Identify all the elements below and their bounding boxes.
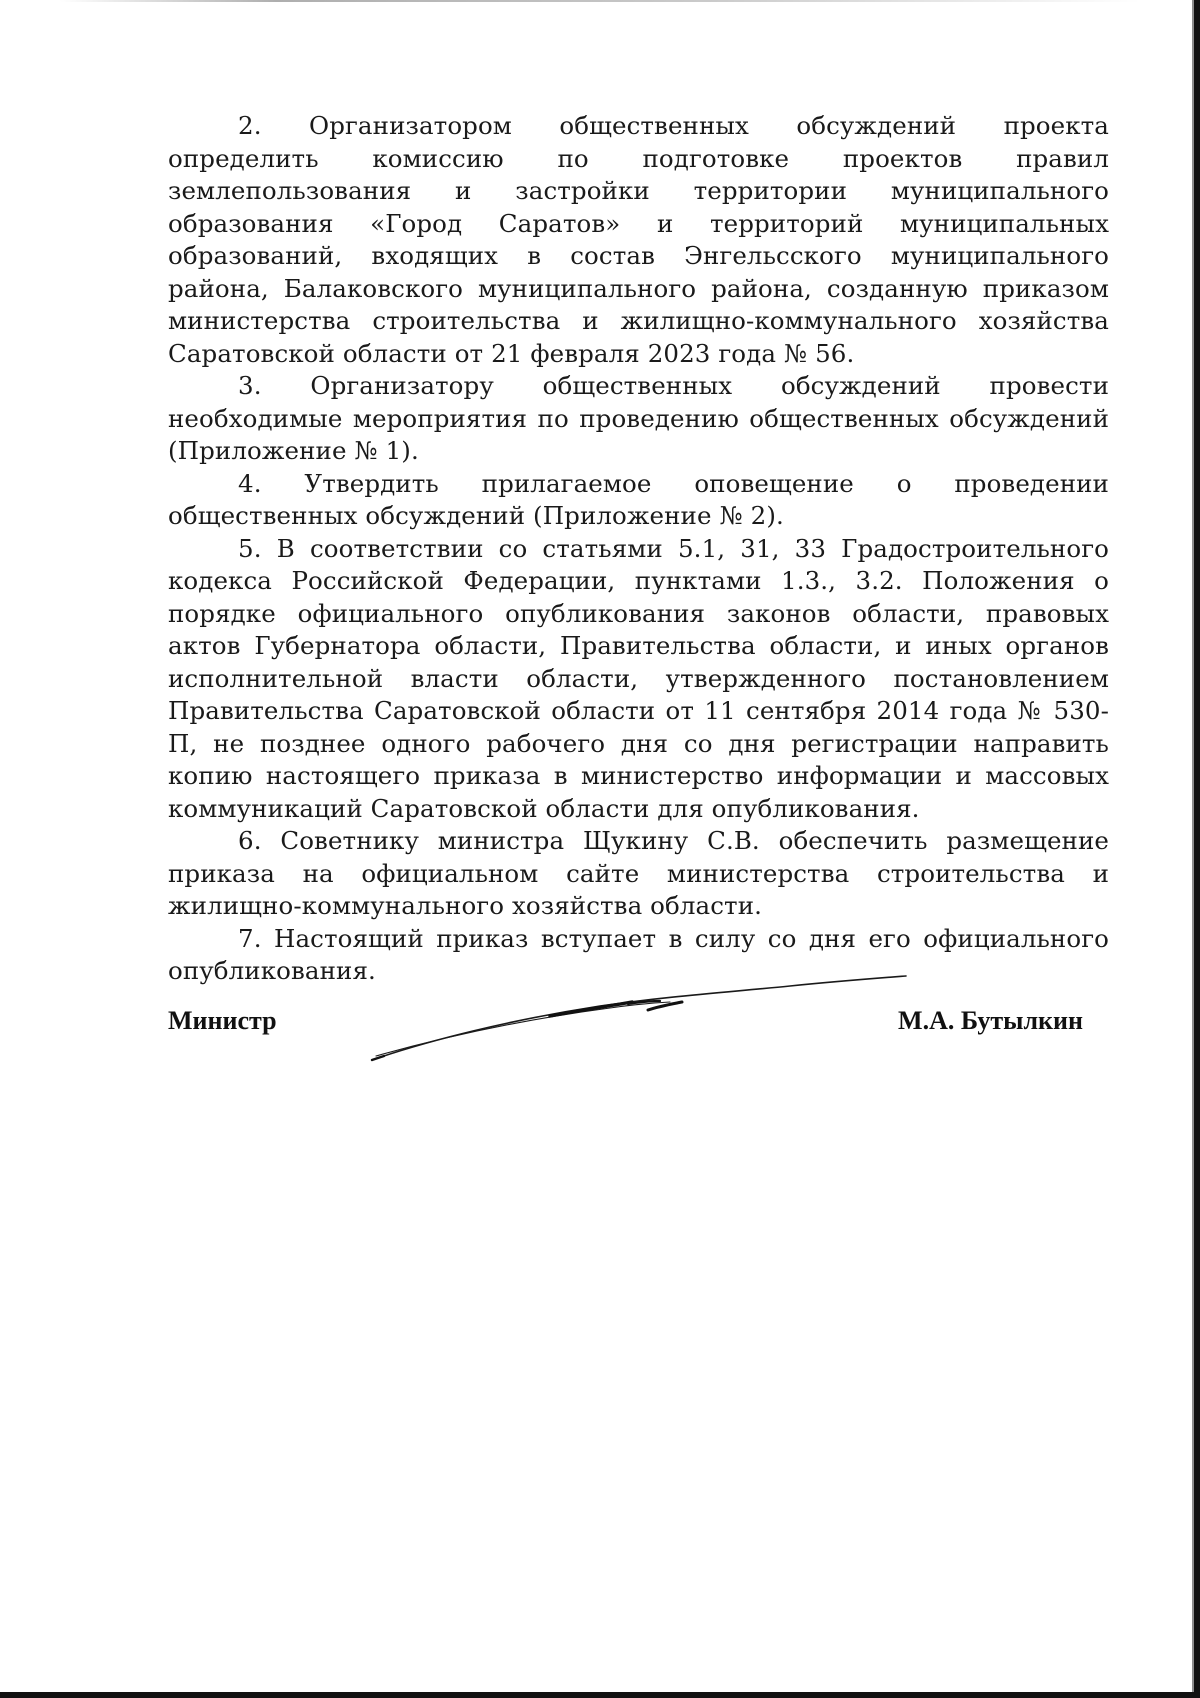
paragraph-2: 2. Организатором общественных обсуждений проекта определить комиссию по подготовке проектов правил землепользования и застройки территории муниципального образования «Город Саратов» и территорий муниципальных образований, входящих в состав Энгельсского муниципального района, Балаковского муниципального района, созданную приказом министерства строительства и жилищно-коммунального хозяйства Саратовской области от 21 февраля 2023 года № 56. <box>168 111 1109 368</box>
paragraph-3: 3. Организатору общественных обсуждений провести необходимые мероприятия по проведению общественных обсуждений (Приложение № 1). <box>168 371 1109 465</box>
paragraph-6: 6. Советнику министра Щукину С.В. обеспечить размещение приказа на официальном сайте министерства строительства и жилищно-коммунального хозяйства области. <box>168 826 1109 920</box>
paragraph-7: 7. Настоящий приказ вступает в силу со дня его официального опубликования. <box>168 923 1109 985</box>
scan-bottom-edge <box>0 1692 1200 1698</box>
signer-title: Министр <box>168 1006 277 1035</box>
signature-block <box>168 1000 1109 1070</box>
scan-right-edge <box>1194 0 1200 1698</box>
scan-top-edge <box>60 0 1140 2</box>
order-body <box>168 110 1109 988</box>
paragraph-5: 5. В соответствии со статьями 5.1, 31, 33 Градостроительного кодекса Российской Федерации, пунктами 1.3., 3.2. Положения о порядке официального опубликования законов области, правовых актов Губернатора области, Правительства области, и иных органов исполнительной власти области, утвержденного постановлением Правительства Саратовской области от 11 сентября 2014 года № 530-П, не позднее одного рабочего дня со дня регистрации направить копию настоящего приказа в министерство информации и массовых коммуникаций Саратовской области для опубликования. <box>168 533 1109 823</box>
paragraph-4: 4. Утвердить прилагаемое оповещение о проведении общественных обсуждений (Приложение № 2). <box>168 468 1109 530</box>
signer-name: М.А. Бутылкин <box>898 1006 1083 1035</box>
